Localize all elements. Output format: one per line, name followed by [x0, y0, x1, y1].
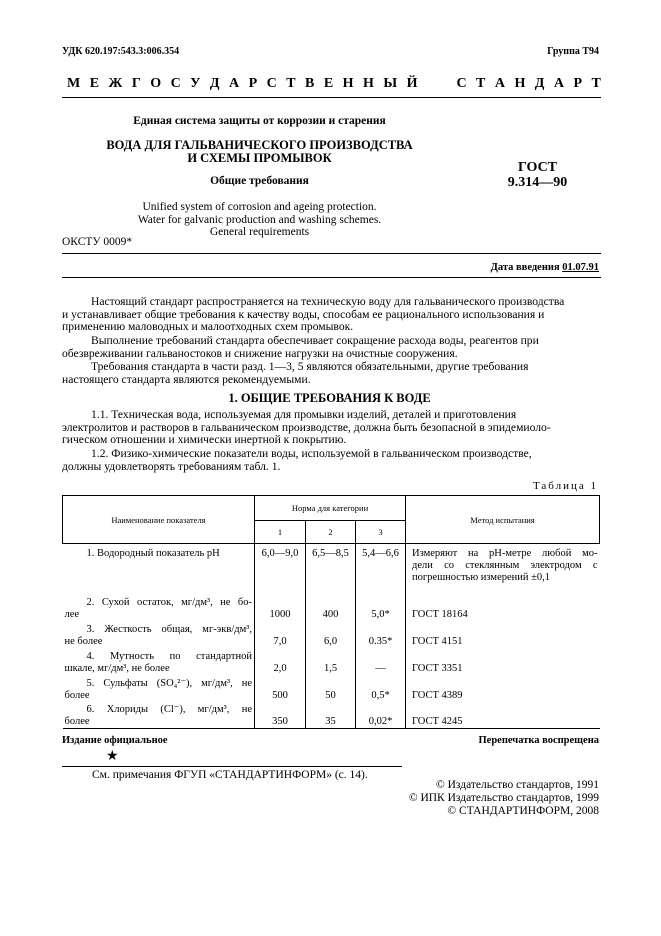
- banner-letter: Р: [573, 76, 583, 91]
- introduction-date-value: 01.07.91: [562, 262, 599, 273]
- table-row: [63, 621, 600, 648]
- cell-line: более: [64, 689, 90, 701]
- copyright-1999: © ИПК Издательство стандартов, 1999: [408, 792, 599, 804]
- cell-category-1: 350: [255, 702, 306, 729]
- cell-line: дели со стеклянным электродом с: [412, 560, 598, 571]
- udk-code: УДК 620.197:543.3:006.354: [62, 46, 180, 57]
- title-line-1: ВОДА ДЛЯ ГАЛЬВАНИЧЕСКОГО ПРОИЗВОДСТВА: [106, 138, 413, 152]
- cell-test-method: [406, 621, 600, 648]
- paragraph-line: Выполнение требований стандарта обеспечивает сокращение расхода воды, реагентов при: [91, 334, 539, 347]
- banner-letter: О: [150, 76, 162, 91]
- cell-test-method: [406, 544, 600, 594]
- banner-letter: С: [170, 76, 181, 91]
- cell-line: ГОСТ 4151: [412, 635, 463, 647]
- banner-letter: Т: [286, 76, 296, 91]
- banner-letter: В: [305, 76, 315, 91]
- banner-letter: А: [553, 76, 565, 91]
- cell-line: ГОСТ 4389: [412, 689, 463, 701]
- section-1-heading: 1. ОБЩИЕ ТРЕБОВАНИЯ К ВОДЕ: [228, 391, 431, 405]
- banner-letter: С: [266, 76, 277, 91]
- table-row: [63, 675, 600, 702]
- title-line-2: И СХЕМЫ ПРОМЫВОК: [187, 151, 332, 165]
- cell-line: ГОСТ 3351: [412, 662, 463, 674]
- header-divider: [62, 97, 601, 98]
- introduction-date-label: Дата введения: [490, 262, 560, 273]
- cell-indicator-name: [63, 621, 255, 648]
- banner-letter: Е: [89, 76, 100, 91]
- table-row: [63, 594, 600, 621]
- paragraph-line: Настоящий стандарт распространяется на техническую воду для гальванического производства: [91, 295, 565, 308]
- cell-line: 6. Хлориды (Cl⁻), мг/дм³, не: [86, 704, 252, 715]
- cell-category-1: 1000: [255, 594, 306, 621]
- cell-category-2: 35: [306, 702, 356, 729]
- banner-letter: М: [67, 76, 81, 91]
- footer-divider: [62, 766, 402, 767]
- cell-category-1: 7,0: [255, 621, 306, 648]
- paragraph-1-1: [62, 409, 597, 447]
- cell-category-2: 6,5—8,5: [306, 544, 356, 594]
- okstu-code: ОКСТУ 0009*: [62, 236, 133, 248]
- document-title: [62, 139, 457, 165]
- english-title: [62, 201, 457, 239]
- banner-letter: Е: [323, 76, 334, 91]
- header-test-method: Метод испытания: [406, 496, 600, 544]
- date-divider: [62, 277, 601, 278]
- document-subtitle: Общие требования: [210, 175, 309, 187]
- cell-line: 4. Мутность по стандартной: [86, 650, 252, 662]
- cell-line: 1. Водородный показатель рН: [86, 548, 220, 559]
- group-code: Группа Т94: [547, 46, 599, 57]
- cell-line: лее: [64, 608, 80, 620]
- paragraph-line: обезвреживании гальваностоков и снижение нагрузки на очистные сооружения.: [62, 346, 458, 360]
- banner-letter: Н: [363, 76, 374, 91]
- table-row: [63, 544, 600, 594]
- cell-line: Измеряют на рН-метре любой мо-: [412, 548, 598, 559]
- paragraph-line: применению маловодных и малоотходных схем промывок.: [62, 320, 354, 334]
- paragraph-mandatory: [62, 361, 597, 386]
- paragraph-line: 1.1. Техническая вода, используемая для промывки изделий, деталей и приготовления: [91, 408, 517, 421]
- copyright-block: [409, 779, 599, 818]
- copyright-2008: © СТАНДАРТИНФОРМ, 2008: [447, 805, 599, 817]
- cell-category-3: 0,02*: [356, 702, 406, 729]
- paragraph-benefits: [62, 335, 597, 360]
- table-row: [63, 648, 600, 675]
- cell-line: ГОСТ 4245: [412, 716, 463, 727]
- banner-letter: Р: [248, 76, 258, 91]
- table-row: [63, 702, 600, 729]
- introduction-date: [491, 262, 599, 273]
- banner-letter: Н: [514, 76, 526, 91]
- banner-letter: Т: [476, 76, 486, 91]
- paragraph-line: и устанавливает общие требования к качеству воды, способам ее рационального использования и: [62, 307, 545, 321]
- english-line-3: General requirements: [209, 226, 310, 238]
- cell-category-3: 0.35*: [356, 621, 406, 648]
- cell-line: шкале, мг/дм³, не более: [64, 662, 170, 674]
- header-category-2: 2: [306, 521, 356, 544]
- cell-line: 2. Сухой остаток, мг/дм³, не бо-: [86, 596, 252, 608]
- cell-test-method: [406, 675, 600, 702]
- cell-line: более: [64, 716, 90, 727]
- cell-category-3: 0,5*: [356, 675, 406, 702]
- cell-line: 3. Жесткость общая, мг-экв/дм³,: [86, 623, 252, 635]
- paragraph-line: должны удовлетворять требованиям табл. 1.: [62, 459, 281, 473]
- cell-category-1: 500: [255, 675, 306, 702]
- water-requirements-table: [62, 495, 600, 729]
- banner-letter: Д: [534, 76, 545, 91]
- paragraph-line: 1.2. Физико-химические показатели воды, используемой в гальваническом производстве,: [91, 447, 532, 460]
- cell-line: не более: [64, 635, 103, 647]
- table-caption: Таблица 1: [532, 480, 598, 492]
- official-edition: Издание официальное: [62, 735, 168, 746]
- gost-designation: [490, 160, 585, 190]
- cell-category-2: 6,0: [306, 621, 356, 648]
- cell-indicator-name: [63, 702, 255, 729]
- banner-letter: У: [190, 76, 201, 91]
- english-line-2: Water for galvanic production and washing schemes.: [137, 213, 382, 226]
- cell-category-1: 6,0—9,0: [255, 544, 306, 594]
- star-icon: ★: [106, 749, 119, 764]
- banner-letter: Н: [342, 76, 354, 91]
- interstate-standard-banner: [67, 76, 601, 92]
- banner-letter: Т: [591, 76, 601, 91]
- paragraph-scope: [62, 296, 597, 334]
- cell-category-1: 2,0: [255, 648, 306, 675]
- cell-category-3: 5,4—6,6: [356, 544, 406, 594]
- standartinform-note: См. примечания ФГУП «СТАНДАРТИНФОРМ» (с. 14).: [92, 769, 368, 781]
- english-line-1: Unified system of corrosion and ageing protection.: [142, 201, 377, 213]
- title-divider: [62, 253, 601, 254]
- paragraph-line: электролитов и растворов в гальваническом производстве, должна быть безопасной в эпидемиоло-: [62, 420, 551, 434]
- cell-line: погрешностью измерений ±0,1: [412, 572, 551, 583]
- cell-category-2: 1,5: [306, 648, 356, 675]
- paragraph-line: гическом отношении и химически инертной к покрытию.: [62, 433, 347, 447]
- banner-letter: [427, 76, 447, 92]
- cell-line: ГОСТ 18164: [412, 608, 468, 620]
- reprint-prohibited: Перепечатка воспрещена: [478, 735, 599, 746]
- banner-letter: А: [494, 76, 505, 91]
- system-title: Единая система защиты от коррозии и старения: [133, 115, 386, 127]
- banner-letter: Й: [406, 76, 418, 91]
- cell-test-method: [406, 594, 600, 621]
- header-category-3: 3: [356, 521, 406, 544]
- cell-test-method: [406, 648, 600, 675]
- cell-category-3: 5,0*: [356, 594, 406, 621]
- cell-category-2: 400: [306, 594, 356, 621]
- paragraph-1-2: [62, 448, 597, 473]
- banner-letter: Г: [131, 76, 141, 91]
- banner-letter: Д: [209, 76, 220, 91]
- cell-category-3: —: [356, 648, 406, 675]
- cell-indicator-name: [63, 594, 255, 621]
- banner-letter: Ж: [108, 76, 123, 91]
- cell-indicator-name: [63, 544, 255, 594]
- banner-letter: Ы: [383, 76, 398, 91]
- banner-letter: С: [456, 76, 467, 91]
- cell-line: 5. Сульфаты (SO₄²⁻), мг/дм³, не: [86, 677, 252, 689]
- cell-indicator-name: [63, 648, 255, 675]
- header-category-1: 1: [255, 521, 306, 544]
- gost-number: 9.314—90: [507, 175, 568, 190]
- cell-indicator-name: [63, 675, 255, 702]
- banner-letter: А: [229, 76, 240, 91]
- header-indicator-name: Наименование показателя: [63, 496, 255, 544]
- cell-test-method: [406, 702, 600, 729]
- header-norm: Норма для категории: [255, 496, 406, 521]
- cell-category-2: 50: [306, 675, 356, 702]
- copyright-1991: © Издательство стандартов, 1991: [435, 779, 599, 791]
- paragraph-line: настоящего стандарта являются рекомендуемыми.: [62, 372, 311, 386]
- gost-label: ГОСТ: [517, 160, 558, 175]
- paragraph-line: Требования стандарта в части разд. 1—3, 5 являются обязательными, другие требования: [91, 360, 529, 373]
